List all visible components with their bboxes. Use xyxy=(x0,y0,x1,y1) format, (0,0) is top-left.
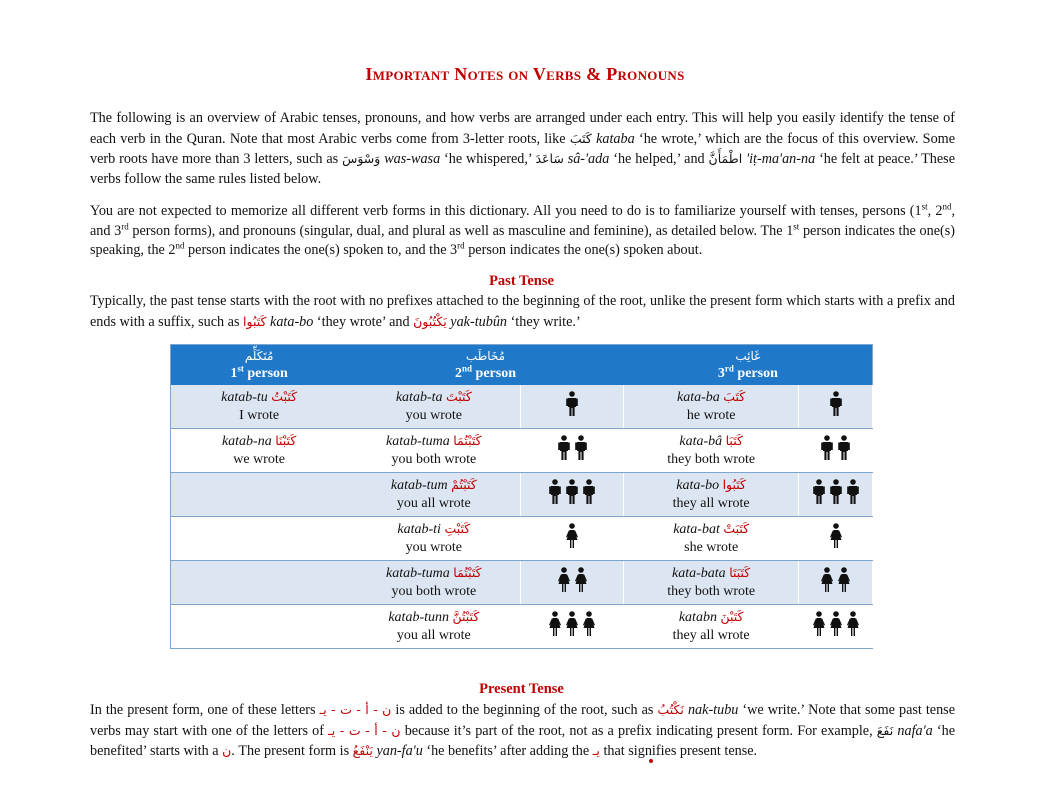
second-person-icon-cell xyxy=(521,517,624,561)
third-person-icon-cell xyxy=(799,517,873,561)
male-figure-icon xyxy=(846,479,860,505)
second-person-icon-cell xyxy=(521,429,624,473)
intro-paragraph-1: The following is an overview of Arabic tenses, pronouns, and how verbs are arranged under each entry. This will help you easily identify the tense of each verb in the Quran. Note that most Arabic verbs come from 3-letter roots, like كَتَبَ kataba ‘he wrote,’ which are the focus of this overview. Some verb roots have more than 3 letters, such as وَسْوَسَ was-wasa ‘he whispered,’ سَاعَدَ sâ-'ada ‘he helped,’ and اطْمَأَنَّ 'iṭ-ma'an-na ‘he felt at peace.’ These verbs follow the same rules listed below. xyxy=(90,110,955,187)
male-figure-icon xyxy=(565,479,579,505)
past-tense-heading: Past Tense xyxy=(489,273,554,289)
page-title: Important Notes on Verbs & Pronouns xyxy=(365,64,685,84)
female-figure-icon xyxy=(565,611,579,637)
past-tense-paragraph: Typically, the past tense starts with the root with no prefixes attached to the beginning of the root, unlike the present form which starts with a prefix and ends with a suffix, such as كَتَبُوا kata-bo ‘they wrote’ and يَكْتُبُونَ yak-tubûn ‘they write.’ xyxy=(90,293,955,330)
present-tense-heading: Present Tense xyxy=(479,681,564,697)
female-figure-icon xyxy=(846,611,860,637)
male-figure-icon xyxy=(837,435,851,461)
male-figure-icon xyxy=(812,479,826,505)
past-tense-table xyxy=(170,344,873,649)
female-figure-icon xyxy=(812,611,826,637)
male-figure-icon xyxy=(829,391,843,417)
third-person-cell: kata-bo كَتَبُوا they all wrote xyxy=(624,473,799,517)
header-second-person: مُخَاطَب 2nd person xyxy=(347,345,624,386)
first-person-cell: katab-na كَتَبْنَا we wrote xyxy=(171,429,348,473)
first-person-cell xyxy=(171,561,348,605)
third-person-icon-cell xyxy=(799,561,873,605)
table-row xyxy=(171,517,873,561)
male-figure-icon xyxy=(565,391,579,417)
header-third-person: غَائِب 3rd person xyxy=(624,345,873,386)
third-person-cell: katabn كَتَبْنَ they all wrote xyxy=(624,605,799,649)
third-person-icon-cell xyxy=(799,473,873,517)
third-person-cell: kata-ba كَتَبَ he wrote xyxy=(624,385,799,429)
second-person-cell: katab-ta كَتَبْتَ you wrote xyxy=(347,385,521,429)
second-person-icon-cell xyxy=(521,473,624,517)
male-figure-icon xyxy=(574,435,588,461)
female-figure-icon xyxy=(565,523,579,549)
table-row xyxy=(171,385,873,429)
male-figure-icon xyxy=(829,479,843,505)
second-person-cell: katab-tuma كَتَبْتُمَا you both wrote xyxy=(347,561,521,605)
second-person-icon-cell xyxy=(521,605,624,649)
second-person-cell: katab-tuma كَتَبْتُمَا you both wrote xyxy=(347,429,521,473)
female-figure-icon xyxy=(557,567,571,593)
table-row xyxy=(171,429,873,473)
third-person-cell: kata-bâ كَتَبَا they both wrote xyxy=(624,429,799,473)
second-person-icon-cell xyxy=(521,561,624,605)
first-person-cell xyxy=(171,605,348,649)
third-person-icon-cell xyxy=(799,385,873,429)
header-first-person: مُتَكَلِّم 1st person xyxy=(171,345,348,386)
second-person-icon-cell xyxy=(521,385,624,429)
female-figure-icon xyxy=(837,567,851,593)
female-figure-icon xyxy=(574,567,588,593)
third-person-cell: kata-bata كَتَبَتَا they both wrote xyxy=(624,561,799,605)
third-person-icon-cell xyxy=(799,605,873,649)
table-row xyxy=(171,561,873,605)
male-figure-icon xyxy=(820,435,834,461)
first-person-cell xyxy=(171,473,348,517)
first-person-cell: katab-tu كَتَبْتُ I wrote xyxy=(171,385,348,429)
second-person-cell: katab-tum كَتَبْتُمْ you all wrote xyxy=(347,473,521,517)
table-row xyxy=(171,605,873,649)
decorative-dot xyxy=(649,759,653,763)
female-figure-icon xyxy=(829,611,843,637)
first-person-cell xyxy=(171,517,348,561)
second-person-cell: katab-ti كَتَبْتِ you wrote xyxy=(347,517,521,561)
male-figure-icon xyxy=(557,435,571,461)
third-person-icon-cell xyxy=(799,429,873,473)
female-figure-icon xyxy=(820,567,834,593)
male-figure-icon xyxy=(582,479,596,505)
present-tense-paragraph: In the present form, one of these letters ن - أ - ت - يـ is added to the beginning of the root, such as نَكْتُبُ nak-tubu ‘we write.’ Note that some past tense verbs may start with one of the letters of ن - أ - ت - يـ because it’s part of the root, not as a prefix indicating present form. For example, نَفَعَ nafa'a ‘he benefited’ starts with a ن. The present form is يَنْفَعُ yan-fa'u ‘he benefits’ after adding the يـ that signifies present tense. xyxy=(90,702,956,759)
third-person-cell: kata-bat كَتَبَتْ she wrote xyxy=(624,517,799,561)
table-row xyxy=(171,473,873,517)
second-person-cell: katab-tunn كَتَبْتُنَّ you all wrote xyxy=(347,605,521,649)
table-header-row xyxy=(171,345,873,386)
male-figure-icon xyxy=(548,479,562,505)
intro-paragraph-2: You are not expected to memorize all different verb forms in this dictionary. All you need to do is to familiarize yourself with tenses, persons (1st, 2nd, and 3rd person forms), and pronouns (singular, dual, and plural as well as masculine and feminine), as detailed below. The 1st person indicates the one(s) speaking, the 2nd person indicates the one(s) spoken to, and the 3rd person indicates the one(s) spoken about. xyxy=(90,201,956,258)
female-figure-icon xyxy=(548,611,562,637)
female-figure-icon xyxy=(829,523,843,549)
female-figure-icon xyxy=(582,611,596,637)
